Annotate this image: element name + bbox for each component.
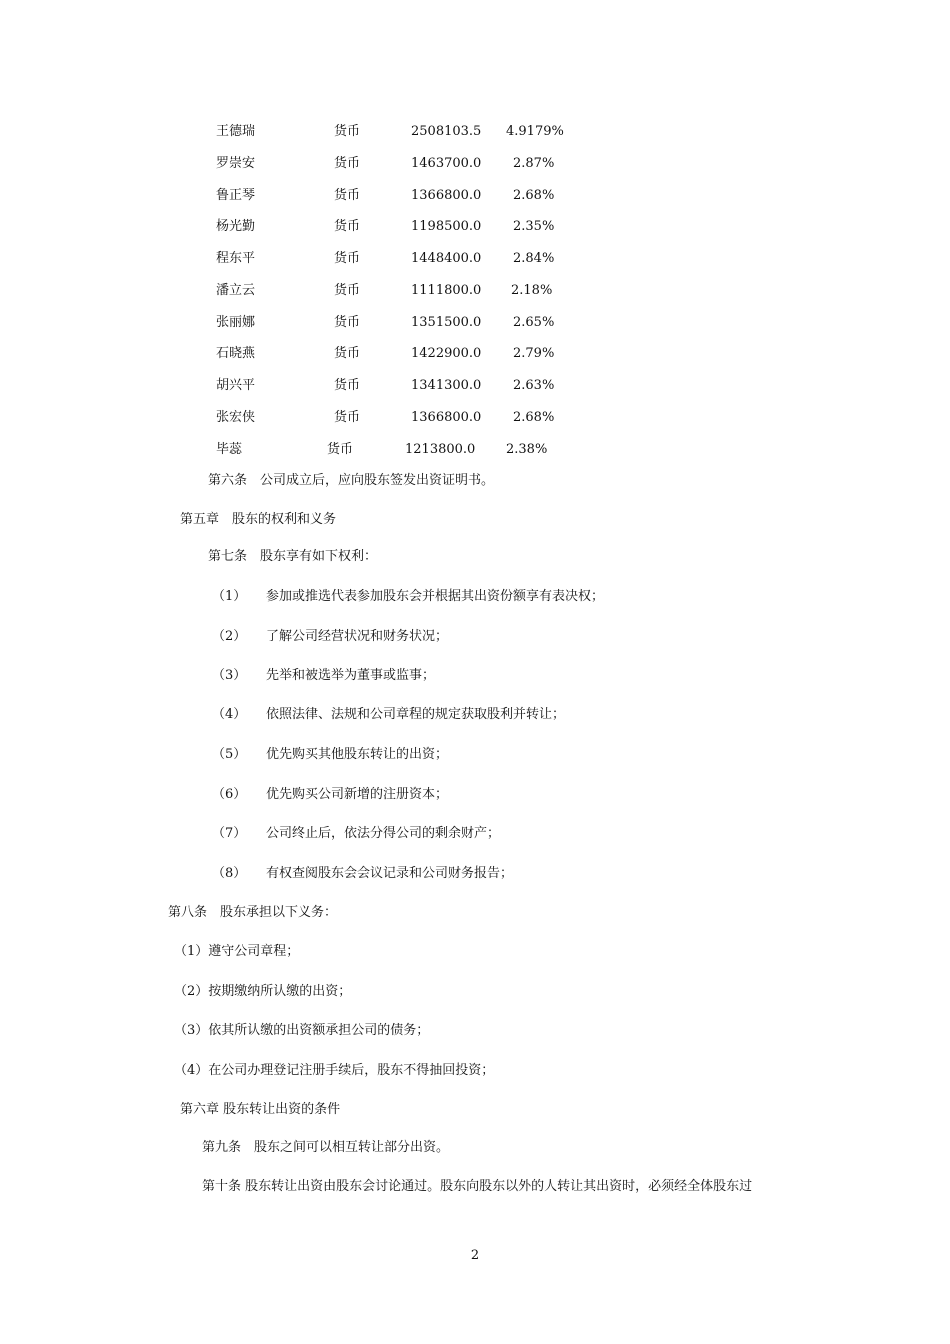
- list-item: [212, 588, 605, 606]
- contribution-type: 货币: [334, 315, 361, 330]
- share-percent: 2.68%: [513, 410, 555, 425]
- share-percent: 2.35%: [513, 219, 555, 234]
- shareholder-name: 毕蕊: [216, 442, 243, 457]
- list-item: （2）按期缴纳所认缴的出资；: [174, 984, 352, 999]
- contribution-type: 货币: [334, 188, 361, 203]
- shareholder-name: 张丽娜: [216, 315, 256, 330]
- contribution-type: 货币: [327, 442, 354, 457]
- chapter-6-heading: 第六章 股东转让出资的条件: [180, 1102, 341, 1117]
- list-number: （3）: [212, 668, 247, 683]
- list-item: （3）依其所认缴的出资额承担公司的债务；: [174, 1023, 430, 1038]
- share-percent: 2.87%: [513, 156, 555, 171]
- list-text: 公司终止后，依法分得公司的剩余财产；: [266, 826, 501, 841]
- list-item: [212, 706, 566, 724]
- list-item: [212, 786, 449, 804]
- contribution-amount: 1463700.0: [411, 156, 482, 171]
- contribution-type: 货币: [334, 219, 361, 234]
- contribution-amount: 1366800.0: [411, 188, 482, 203]
- list-number: （4）: [212, 707, 247, 722]
- shareholder-name: 王德瑞: [216, 124, 256, 139]
- contribution-amount: 1351500.0: [411, 315, 482, 330]
- article-7: 第七条 股东享有如下权利：: [208, 549, 378, 564]
- contribution-amount: 1198500.0: [411, 219, 482, 234]
- page-number: 2: [470, 1248, 480, 1263]
- contribution-amount: 1366800.0: [411, 410, 482, 425]
- contribution-amount: 1422900.0: [411, 346, 482, 361]
- contribution-amount: 2508103.5: [411, 124, 482, 139]
- list-number: （5）: [212, 747, 247, 762]
- share-percent: 2.79%: [513, 346, 555, 361]
- list-number: （7）: [212, 826, 247, 841]
- share-percent: 2.38%: [506, 442, 548, 457]
- list-text: 优先购买公司新增的注册资本；: [266, 787, 449, 802]
- shareholder-name: 鲁正琴: [216, 188, 256, 203]
- share-percent: 2.18%: [511, 283, 553, 298]
- list-text: 了解公司经营状况和财务状况；: [266, 629, 449, 644]
- contribution-type: 货币: [334, 378, 361, 393]
- list-number: （8）: [212, 866, 247, 881]
- list-number: （1）: [212, 589, 247, 604]
- list-text: 优先购买其他股东转让的出资；: [266, 747, 449, 762]
- article-10: 第十条 股东转让出资由股东会讨论通过。股东向股东以外的人转让其出资时，必须经全体股东过: [202, 1179, 753, 1194]
- list-item: [212, 667, 436, 685]
- list-item: [212, 628, 449, 646]
- share-percent: 2.84%: [513, 251, 555, 266]
- share-percent: 2.63%: [513, 378, 555, 393]
- list-text: 参加或推选代表参加股东会并根据其出资份额享有表决权；: [266, 589, 605, 604]
- contribution-type: 货币: [334, 124, 361, 139]
- list-item: [212, 865, 514, 883]
- share-percent: 2.68%: [513, 188, 555, 203]
- share-percent: 4.9179%: [506, 124, 564, 139]
- list-text: 先举和被选举为董事或监事；: [266, 668, 436, 683]
- list-number: （6）: [212, 787, 247, 802]
- contribution-type: 货币: [334, 346, 361, 361]
- shareholder-name: 程东平: [216, 251, 256, 266]
- contribution-amount: 1111800.0: [411, 283, 482, 298]
- contribution-amount: 1341300.0: [411, 378, 482, 393]
- list-number: （2）: [212, 629, 247, 644]
- chapter-5-heading: 第五章 股东的权利和义务: [180, 512, 337, 527]
- shareholder-name: 张宏侠: [216, 410, 256, 425]
- shareholder-name: 胡兴平: [216, 378, 256, 393]
- shareholder-name: 杨光勤: [216, 219, 256, 234]
- shareholder-name: 潘立云: [216, 283, 256, 298]
- shareholder-name: 石晓燕: [216, 346, 256, 361]
- contribution-type: 货币: [334, 283, 361, 298]
- list-item: [212, 825, 501, 843]
- contribution-amount: 1448400.0: [411, 251, 482, 266]
- list-text: 依照法律、法规和公司章程的规定获取股利并转让；: [266, 707, 566, 722]
- list-item: [212, 746, 449, 764]
- article-8: 第八条 股东承担以下义务：: [168, 905, 338, 920]
- contribution-type: 货币: [334, 410, 361, 425]
- contribution-type: 货币: [334, 156, 361, 171]
- contribution-type: 货币: [334, 251, 361, 266]
- share-percent: 2.65%: [513, 315, 555, 330]
- article-9: 第九条 股东之间可以相互转让部分出资。: [202, 1140, 450, 1155]
- list-item: （4）在公司办理登记注册手续后，股东不得抽回投资；: [174, 1063, 495, 1078]
- list-text: 有权查阅股东会会议记录和公司财务报告；: [266, 866, 514, 881]
- contribution-amount: 1213800.0: [405, 442, 476, 457]
- list-item: （1）遵守公司章程；: [174, 944, 300, 959]
- shareholder-name: 罗崇安: [216, 156, 256, 171]
- article-6: 第六条 公司成立后，应向股东签发出资证明书。: [208, 473, 495, 488]
